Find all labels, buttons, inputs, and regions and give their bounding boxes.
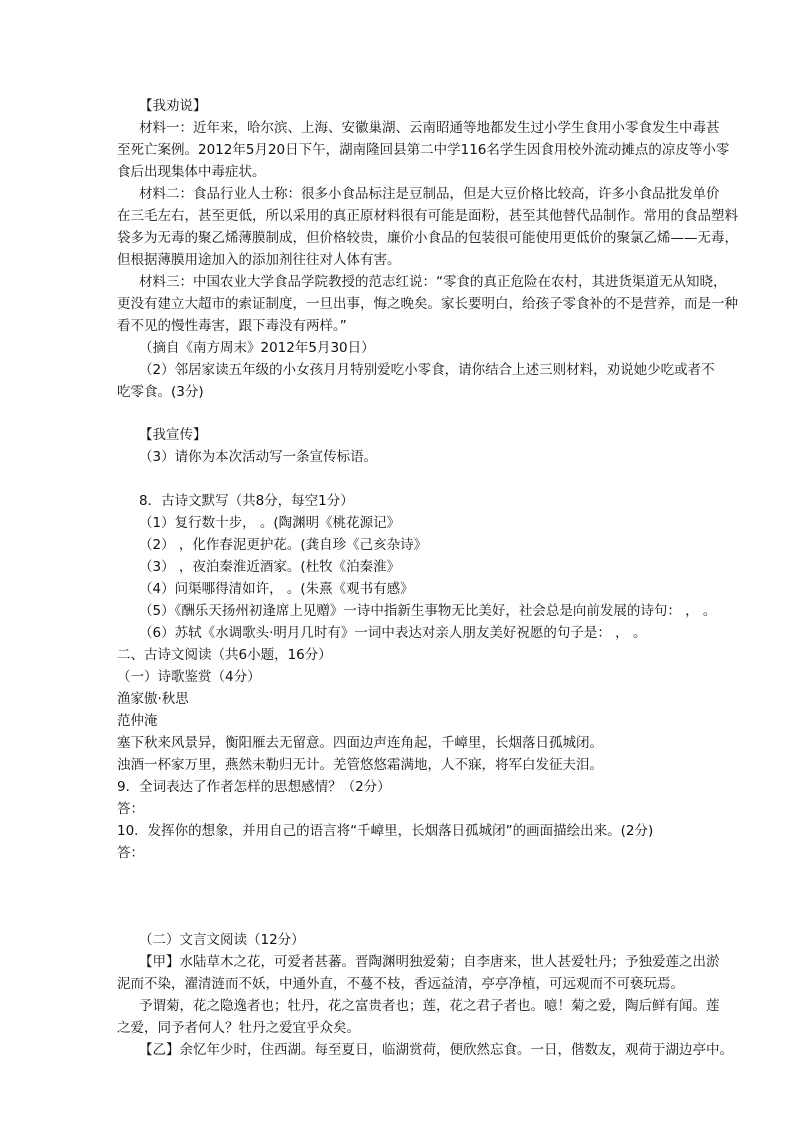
poem-name: 渔家傲·秋思 — [117, 691, 189, 707]
passage-jia-line-4: 之爱，同予者何人？牡丹之爱宜乎众矣。 — [117, 1020, 360, 1036]
question-8-3: （3） ，夜泊秦淮近酒家。(杜牧《泊秦淮》 — [139, 559, 401, 575]
question-3: （3）请你为本次活动写一条宣传标语。 — [139, 449, 378, 465]
material-two-line-1: 材料二：食品行业人士称：很多小食品标注是豆制品，但是大豆价格比较高，许多小食品批发单价 — [139, 186, 720, 202]
question-9: 9．全词表达了作者怎样的思想感情？（2分） — [117, 779, 391, 795]
poem-line-2: 浊酒一杯家万里，燕然未勒归无计。羌管悠悠霜满地，人不寐，将军白发征夫泪。 — [117, 757, 603, 773]
material-one-line-3: 食后出现集体中毒症状。 — [117, 164, 266, 180]
material-two-line-3: 袋多为无毒的聚乙烯薄膜制成，但价格较贵，廉价小食品的包装很可能使用更低价的聚氯乙烯——无毒， — [117, 230, 738, 246]
question-8-title: 8．古诗文默写（共8分，每空1分） — [139, 493, 354, 509]
question-8-1: （1）复行数十步， 。(陶渊明《桃花源记》 — [139, 515, 401, 531]
question-2-line-1: （2）邻居家读五年级的小女孩月月特别爱吃小零食，请你结合上述三则材料，劝说她少吃或者不 — [139, 362, 715, 378]
poem-line-1: 塞下秋来风景异，衡阳雁去无留意。四面边声连角起，千嶂里，长烟落日孤城闭。 — [117, 735, 603, 751]
material-one-line-1: 材料一：近年来，哈尔滨、上海、安徽巢湖、云南昭通等地都发生过小学生食用小零食发生中毒甚 — [139, 120, 720, 136]
material-two-line-4: 但根据薄膜用途加入的添加剂往往对人体有害。 — [117, 252, 401, 268]
part-2-title: 二、古诗文阅读（共6小题，16分） — [117, 647, 332, 663]
passage-jia-line-2: 泥而不染，濯清涟而不妖，中通外直，不蔓不枝，香远益清，亭亭净植，可远观而不可亵玩焉。 — [117, 976, 684, 992]
answer-label-9: 答： — [117, 801, 144, 817]
material-three-line-1: 材料三：中国农业大学食品学院教授的范志红说：“零食的真正危险在农村，其进货渠道无从知晓， — [139, 274, 727, 290]
question-8-4: （4）问渠哪得清如许， 。(朱熹《观书有感》 — [139, 581, 414, 597]
passage-jia-line-3: 予谓菊，花之隐逸者也；牡丹，花之富贵者也；莲，花之君子者也。噫！菊之爱，陶后鲜有闻。莲 — [139, 998, 720, 1014]
material-three-line-2: 更没有建立大超市的索证制度，一旦出事，悔之晚矣。家长要明白，给孩子零食补的不是营养，而是一种 — [117, 296, 738, 312]
question-10: 10．发挥你的想象，并用自己的语言将“千嶂里，长烟落日孤城闭”的画面描绘出来。(2分) — [117, 823, 654, 839]
passage-yi-line-1: 【乙】余忆年少时，住西湖。每至夏日，临湖赏荷，便欣然忘食。一日，偕数友，观荷于湖边亭中。 — [139, 1042, 733, 1058]
question-8-6: （6）苏轼《水调歌头·明月几时有》一词中表达对亲人朋友美好祝愿的句子是： ， 。 — [139, 625, 647, 641]
question-2-line-2: 吃零食。(3分) — [117, 384, 204, 400]
classical-section-title: （二）文言文阅读（12分） — [139, 932, 305, 948]
question-8-5: （5）《酬乐天扬州初逢席上见赠》一诗中指新生事物无比美好，社会总是向前发展的诗句： ， 。 — [139, 603, 717, 619]
material-one-line-2: 至死亡案例。2012年5月20日下午，湖南隆回县第二中学116名学生因食用校外流动摊点的凉皮等小零 — [117, 142, 730, 158]
material-three-line-3: 看不见的慢性毒害，跟下毒没有两样。” — [117, 318, 347, 334]
passage-jia-line-1: 【甲】水陆草木之花，可爱者甚蕃。晋陶渊明独爱菊；自李唐来，世人甚爱牡丹；予独爱莲之出淤 — [139, 954, 720, 970]
answer-label-10: 答： — [117, 845, 144, 861]
promote-heading: 【我宣传】 — [139, 427, 207, 443]
material-two-line-2: 在三毛左右，甚至更低，所以采用的真正原材料很有可能是面粉，甚至其他替代品制作。常用的食品塑料 — [117, 208, 738, 224]
source-note: （摘自《南方周末》2012年5月30日） — [139, 340, 375, 356]
poem-author: 范仲淹 — [117, 713, 158, 729]
poetry-section-title: （一）诗歌鉴赏（4分） — [117, 669, 261, 685]
question-8-2: （2） ，化作春泥更护花。(龚自珍《己亥杂诗》 — [139, 537, 428, 553]
persuade-heading: 【我劝说】 — [139, 98, 207, 114]
